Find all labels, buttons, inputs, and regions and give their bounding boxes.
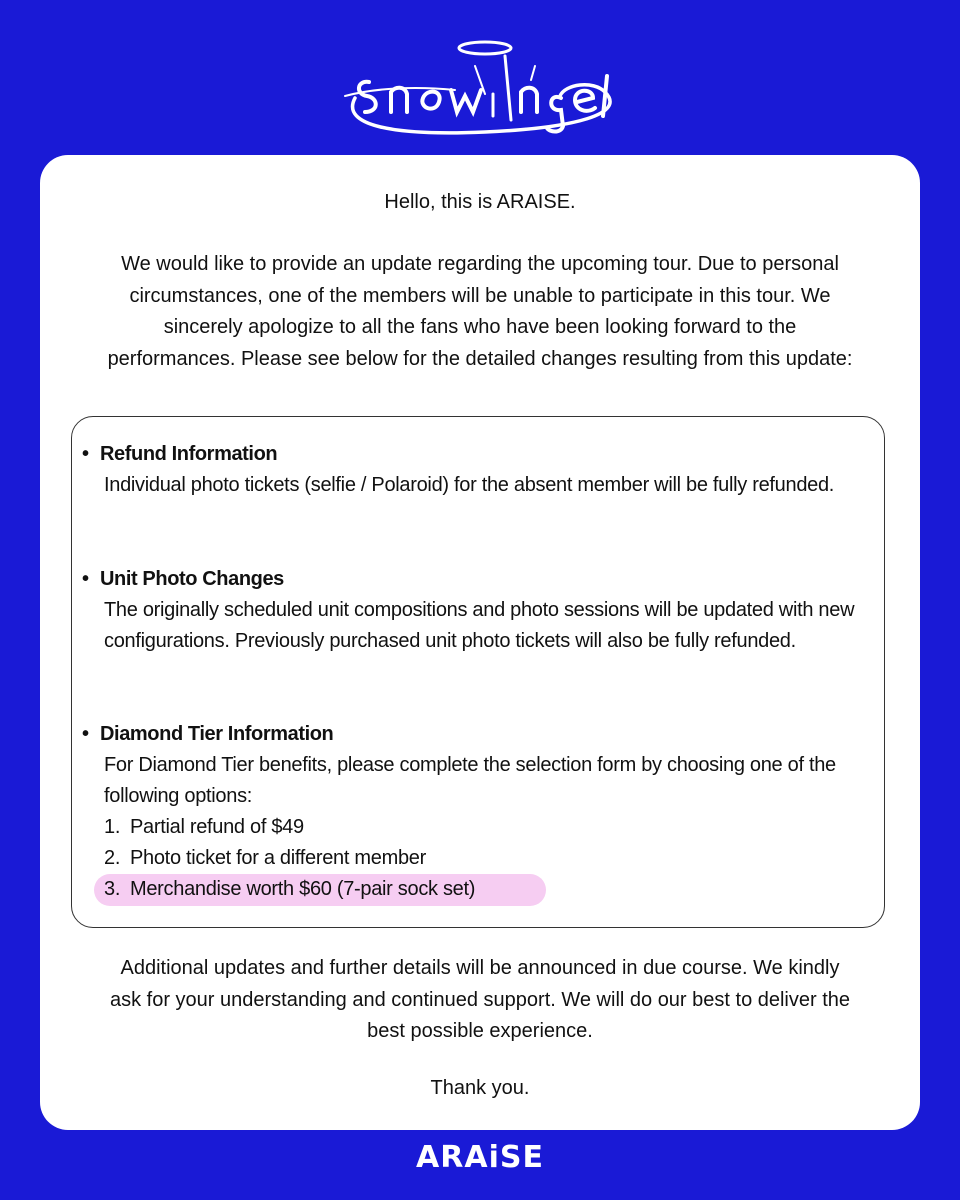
bullet-icon: • <box>82 443 89 465</box>
bullet-icon: • <box>82 723 89 745</box>
outro-paragraph: Additional updates and further details will be announced in due course. We kindly ask for your understanding and continued support. We will do our best to deliver the best possible experience. <box>109 957 851 1042</box>
thanks-text: Thank you. <box>430 1077 530 1099</box>
option-text: Photo ticket for a different member <box>130 847 426 869</box>
option-item <box>72 812 886 843</box>
option-text: Merchandise worth $60 (7-pair sock set) <box>130 878 476 900</box>
section-title: Unit Photo Changes <box>100 568 284 590</box>
section-body: For Diamond Tier benefits, please complete the selection form by choosing one of the following options: <box>104 754 836 807</box>
snowangel-logo <box>335 36 625 140</box>
section-title: Diamond Tier Information <box>100 723 334 745</box>
refund-section <box>72 439 886 501</box>
option-number: 2. <box>104 847 121 869</box>
notice-card <box>40 155 920 1130</box>
option-number: 3. <box>104 878 121 900</box>
section-body: The originally scheduled unit compositions and photo sessions will be updated with new configurations. Previously purchased unit photo tickets will also be fully refunded. <box>104 599 855 652</box>
intro-paragraph: We would like to provide an update regarding the upcoming tour. Due to personal circumstances, one of the members will be unable to participate in this tour. We sincerely apologize to all the fans who have been looking forward to the performances. Please see below for the detailed changes resulting from this update: <box>107 253 853 370</box>
section-title: Refund Information <box>100 443 278 465</box>
option-item-highlighted <box>72 874 886 905</box>
option-item <box>72 843 886 874</box>
bullet-icon: • <box>82 568 89 590</box>
unit-photo-section <box>72 564 886 657</box>
diamond-tier-section <box>72 719 886 905</box>
option-number: 1. <box>104 816 121 838</box>
option-text: Partial refund of $49 <box>130 816 304 838</box>
araise-brand-logo: ARAiSE <box>416 1140 544 1175</box>
details-box <box>71 416 885 928</box>
section-body: Individual photo tickets (selfie / Polaroid) for the absent member will be fully refunded. <box>104 474 835 496</box>
greeting: Hello, this is ARAISE. <box>384 191 576 213</box>
